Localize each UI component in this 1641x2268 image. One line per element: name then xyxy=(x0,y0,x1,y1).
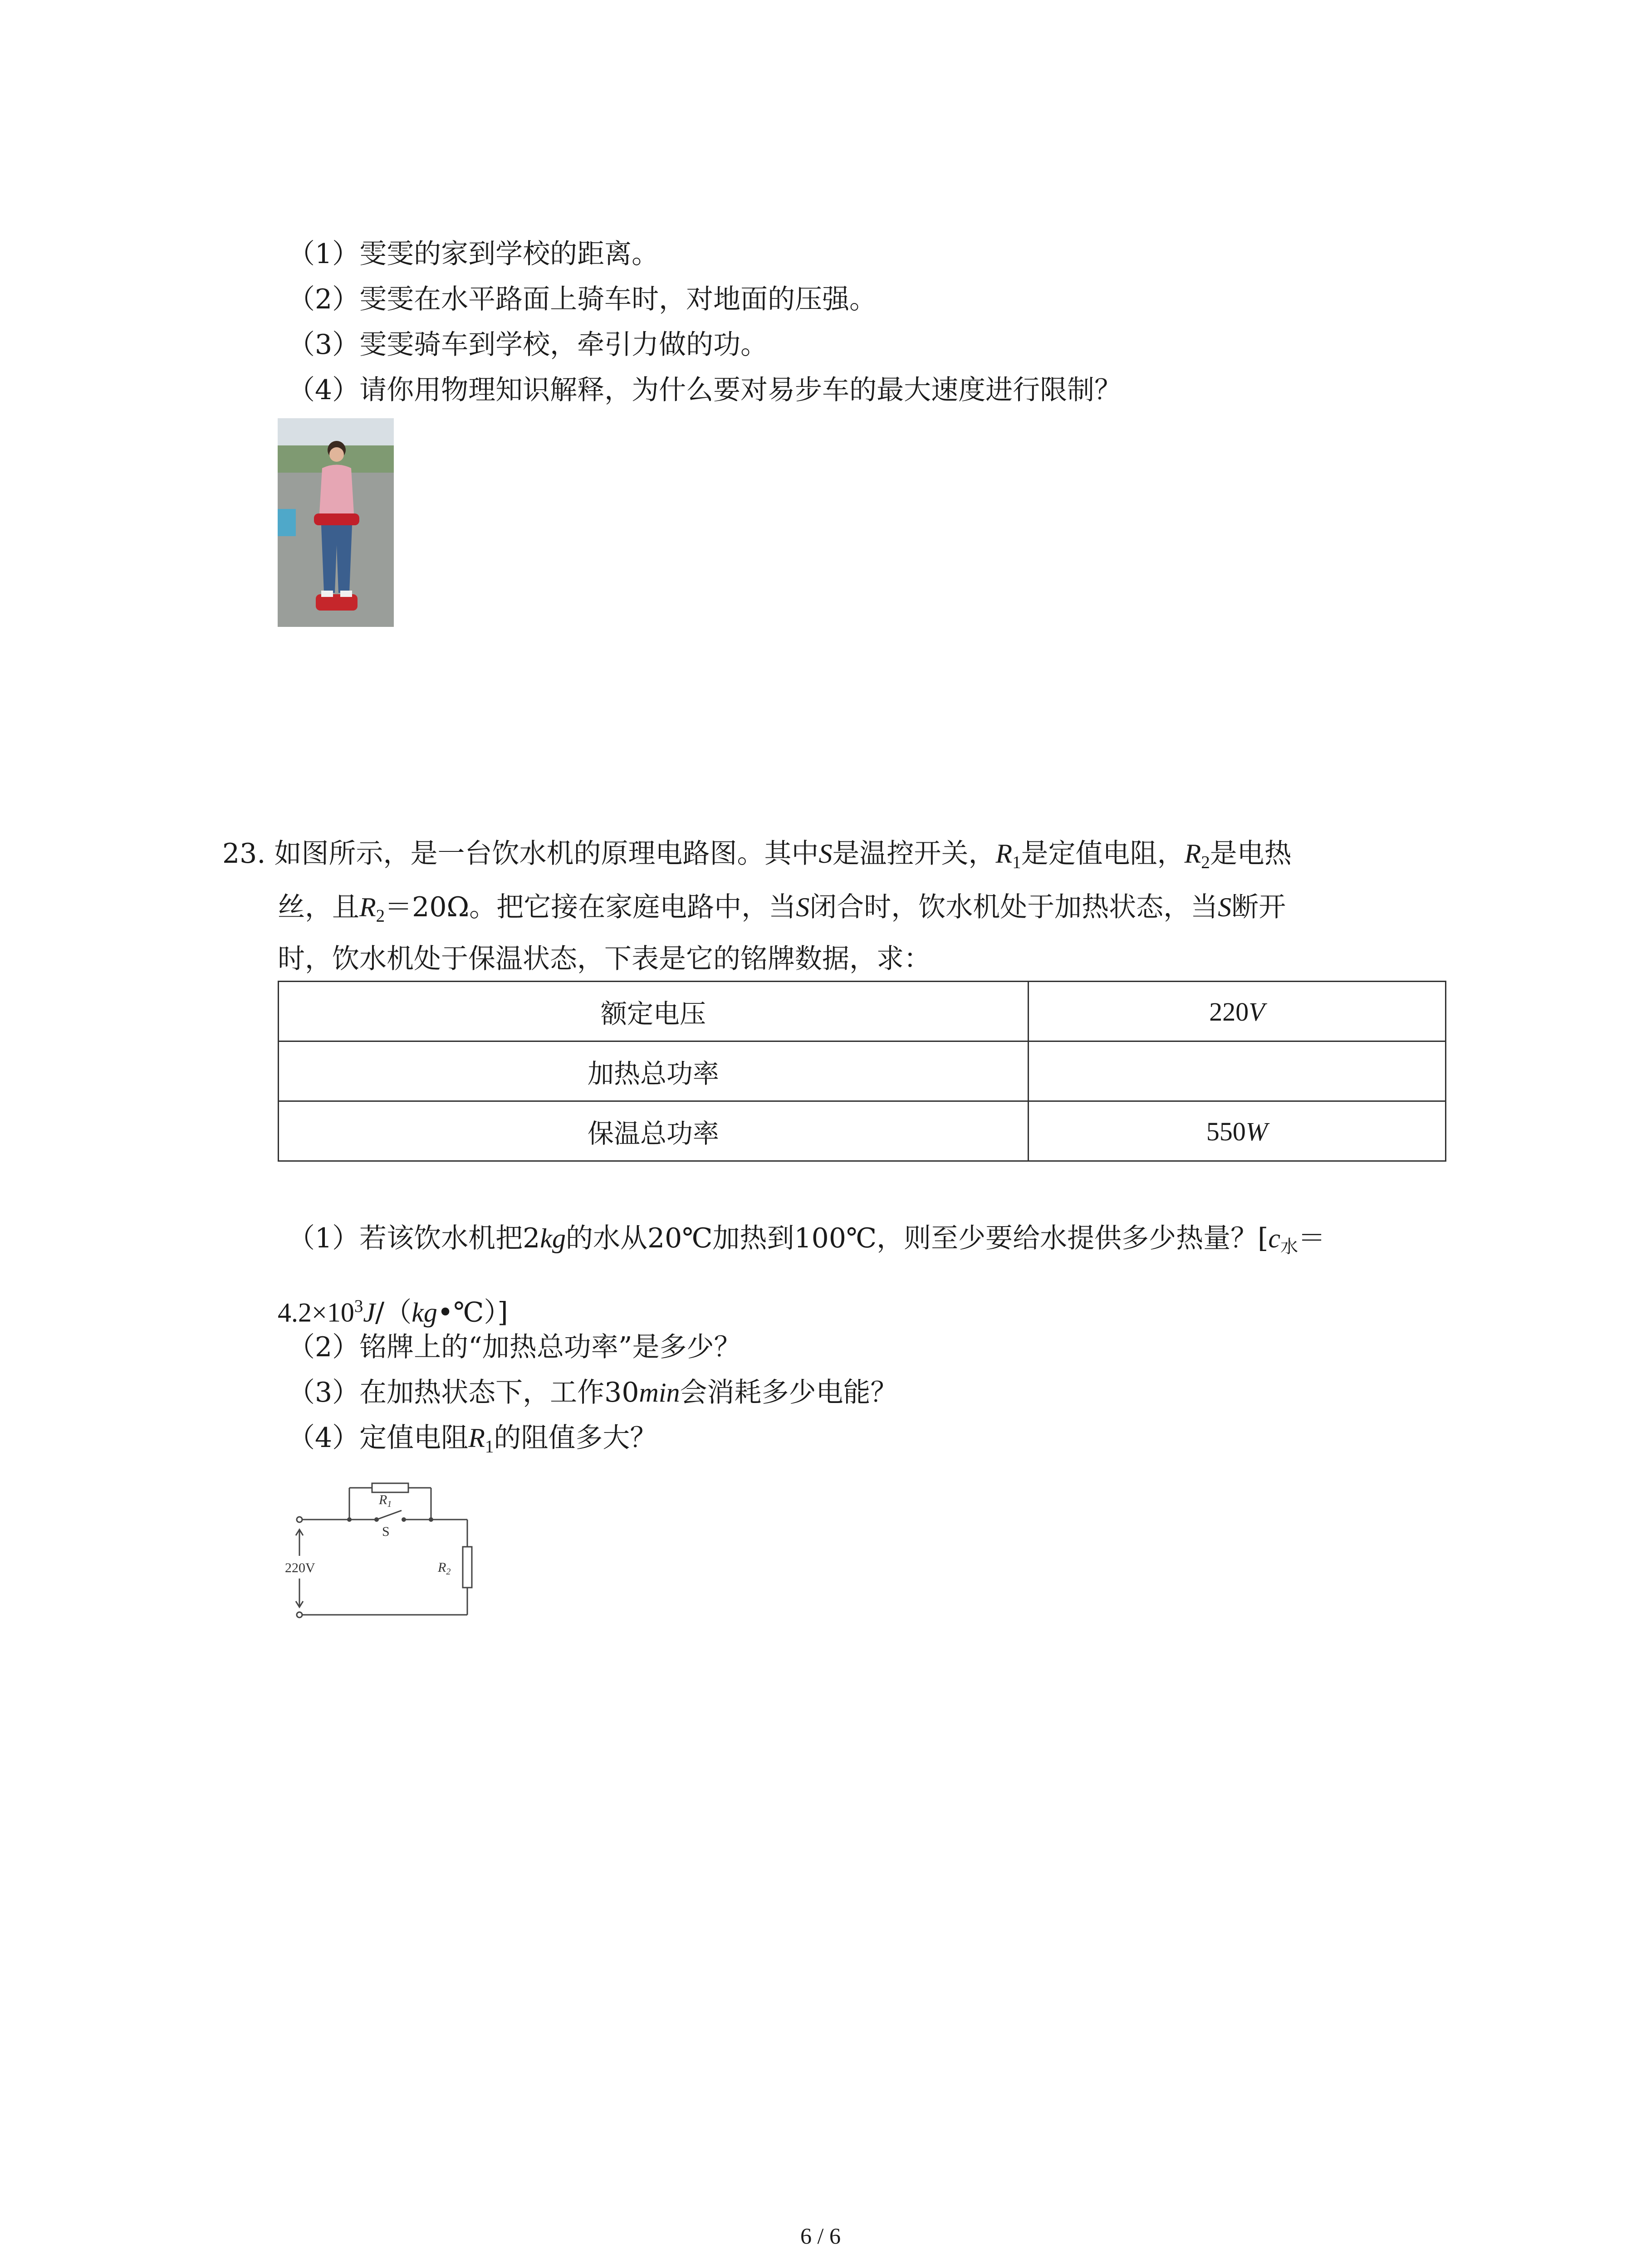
table-row xyxy=(279,1101,1446,1161)
resistor-r2 xyxy=(463,1547,472,1588)
circuit-diagram xyxy=(268,1474,485,1624)
heating-power-label: 加热总功率 xyxy=(279,1041,1029,1101)
nameplate-table xyxy=(278,981,1446,1162)
q23-part3: （3）在加热状态下，工作30min会消耗多少电能？ xyxy=(288,1377,898,1408)
rated-voltage-label: 额定电压 xyxy=(279,982,1029,1041)
q22-sub2: （2）雯雯在水平路面上骑车时，对地面的压强。 xyxy=(288,284,877,315)
page-number: 6 / 6 xyxy=(800,2223,841,2248)
keep-warm-power-value: 550W xyxy=(1029,1101,1446,1161)
keep-warm-power-label: 保温总功率 xyxy=(279,1101,1029,1161)
q23-part1-line2: $4.2\times 10^3J/(kg•℃)$] xyxy=(278,1296,508,1329)
r1-label: $R_1$ xyxy=(379,1492,392,1509)
table-row xyxy=(279,1041,1446,1101)
heating-power-value xyxy=(1029,1041,1446,1101)
voltage-label: 220V xyxy=(285,1560,315,1575)
table-row xyxy=(279,982,1446,1041)
q22-sub1: （1）雯雯的家到学校的距离。 xyxy=(288,238,659,270)
resistor-r1 xyxy=(372,1483,408,1492)
q23-line1: 23. 如图所示，是一台饮水机的原理电路图。其中S是温控开关，$R_1$是定值电阻，$R_2$是电热 xyxy=(222,838,1292,872)
q23-part2: （2）铭牌上的“加热总功率”是多少？ xyxy=(288,1331,741,1363)
rated-voltage-value: 220V xyxy=(1029,982,1446,1041)
q23-part1-line1: （1）若该饮水机把2kg的水从20℃加热到100℃，则至少要给水提供多少热量？[$c_水=$ xyxy=(288,1222,1326,1257)
switch-label: S xyxy=(382,1524,390,1539)
q23-line2: 丝，且$R_2=20\Omega$。把它接在家庭电路中，当S闭合时，饮水机处于加热状态，当S断开 xyxy=(278,891,1286,926)
q22-sub3: （3）雯雯骑车到学校，牵引力做的功。 xyxy=(288,329,768,361)
q22-sub4: （4）请你用物理知识解释，为什么要对易步车的最大速度进行限制？ xyxy=(288,374,1122,406)
q23-part4: （4）定值电阻$R_1$的阻值多大？ xyxy=(288,1422,657,1457)
r2-label: $R_2$ xyxy=(438,1560,451,1577)
switch-s xyxy=(377,1510,402,1520)
q23-line3: 时，饮水机处于保温状态，下表是它的铭牌数据，求： xyxy=(278,943,931,975)
scooter-photo xyxy=(278,418,394,627)
